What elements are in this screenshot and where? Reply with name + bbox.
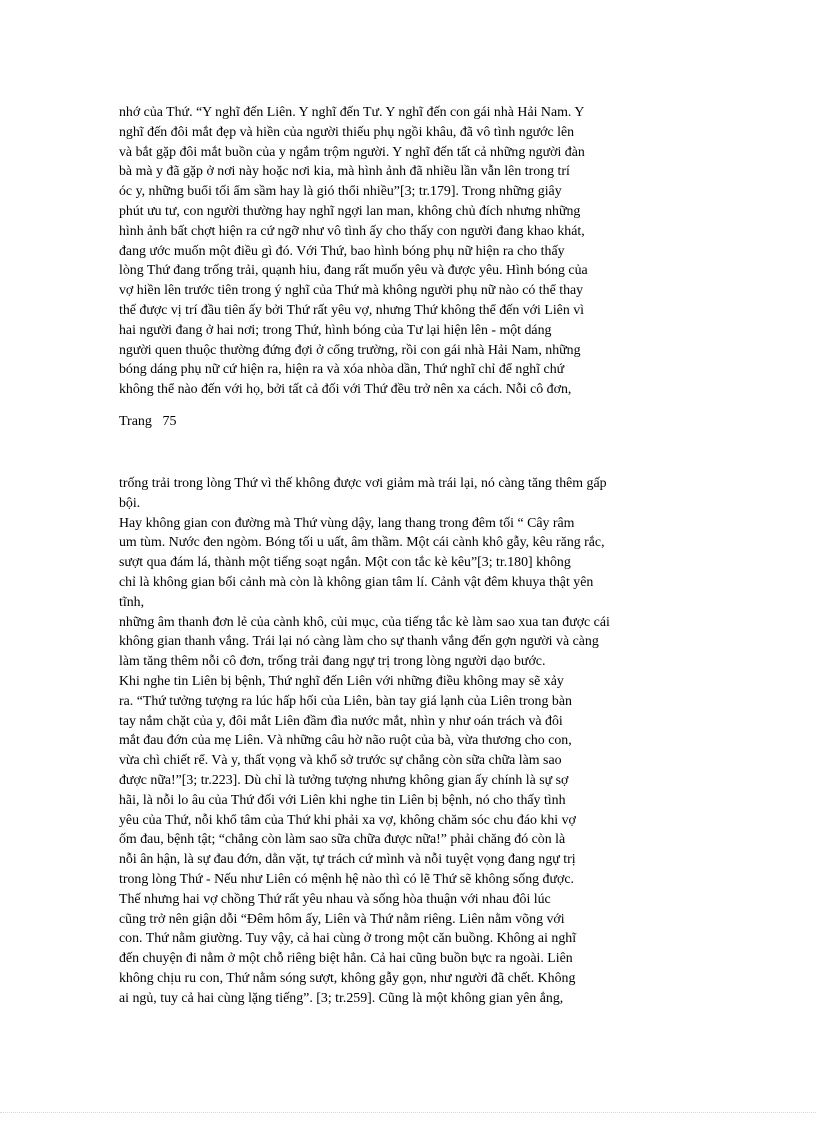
text-line: hình ảnh bất chợt hiện ra cứ ngỡ như vô tình ấy cho thấy con người đang khao khát, (119, 223, 585, 239)
text-line: cũng trở nên giận dỗi “Đêm hôm ấy, Liên và Thứ nằm riêng. Liên nằm võng với (119, 911, 565, 927)
page-text-block-top (119, 103, 699, 400)
text-line: ốm đau, bệnh tật; “chẳng còn làm sao sữa chữa được nữa!” phải chăng đó còn là (119, 832, 566, 848)
text-line: con. Thứ nằm giường. Tuy vậy, cả hai cùng ở trong một căn buồng. Không ai nghĩ (119, 931, 577, 947)
text-line: ai ngủ, tuy cả hai cùng lặng tiếng”. [3; tr.259]. Cũng là một không gian yên ắng, (119, 990, 564, 1006)
text-line: nghĩ đến đôi mắt đẹp và hiền của người thiếu phụ ngồi khâu, đã vô tình ngước lên (119, 124, 575, 140)
text-line: và bắt gặp đôi mắt buồn của y ngắm trộm người. Y nghĩ đến tất cả những người đàn (119, 144, 585, 160)
text-line: hai người đang ở hai nơi; trong Thứ, hình bóng của Tư lại hiện lên - một dáng (119, 322, 552, 338)
text-line: không gian thanh vắng. Trái lại nó càng làm cho sự thanh vắng đến gợn người và càng (119, 634, 599, 650)
text-line: yêu của Thứ, nỗi khổ tâm của Thứ khi phải xa vợ, không chăm sóc chu đáo khi vợ (119, 812, 576, 828)
page-bottom-edge (0, 1112, 816, 1113)
text-line: bà mà y đã gặp ở nơi này hoặc nơi kia, mà hình ảnh đã nhiều lần vẫn lên trong trí (119, 164, 570, 180)
text-line: bóng dáng phụ nữ cứ hiện ra, hiện ra và xóa nhòa dần, Thứ nghĩ chỉ để nghĩ chứ (119, 362, 565, 378)
page-text-block-bottom (119, 474, 699, 1009)
text-line: tĩnh, (119, 594, 145, 610)
text-line: bội. (119, 495, 141, 511)
text-line: không thể nào đến với họ, bởi tất cả đối với Thứ đều trở nên xa cách. Nỗi cô đơn, (119, 382, 572, 398)
text-line: phút ưu tư, con người thường hay nghĩ ngợi lan man, không chủ đích nhưng những (119, 203, 581, 219)
text-line: um tùm. Nước đen ngòm. Bóng tối u uất, âm thầm. Một cái cành khô gẫy, kêu răng rắc, (119, 535, 605, 551)
text-line: đến chuyện đi nằm ở một chỗ riêng biệt hẳn. Cả hai cũng buồn bực ra ngoài. Liên (119, 951, 573, 967)
text-line: trống trải trong lòng Thứ vì thế không được vơi giảm mà trái lại, nó càng tăng thêm gấp (119, 476, 607, 491)
text-line: lòng Thứ đang trống trải, quạnh hiu, đang rất muốn yêu và được yêu. Hình bóng của (119, 263, 588, 279)
text-line: được nữa!”[3; tr.223]. Dù chỉ là tưởng tượng nhưng không gian ấy chính là sự sợ (119, 772, 569, 788)
text-line: nhớ của Thứ. “Y nghĩ đến Liên. Y nghĩ đến Tư. Y nghĩ đến con gái nhà Hải Nam. Y (119, 105, 585, 120)
page-number-footer (119, 412, 176, 432)
text-line: trong lòng Thứ - Nếu như Liên có mệnh hệ nào thì có lẽ Thứ sẽ không sống được. (119, 871, 574, 887)
text-line: tay nắm chặt của y, đôi mắt Liên đầm đìa nước mắt, nhìn y như oán trách và đôi (119, 713, 563, 729)
text-line: đang ước muốn một điều gì đó. Với Thứ, bao hình bóng phụ nữ hiện ra cho thấy (119, 243, 565, 259)
text-line: Khi nghe tin Liên bị bệnh, Thứ nghĩ đến Liên với những điều không may sẽ xảy (119, 673, 564, 689)
text-line: hãi, là nỗi lo âu của Thứ đối với Liên khi nghe tin Liên bị bệnh, nó cho thấy tình (119, 792, 566, 808)
page-label: Trang (119, 414, 152, 429)
text-line: Hay không gian con đường mà Thứ vùng dậy, lang thang trong đêm tối “ Cây râm (119, 515, 575, 531)
text-line: người quen thuộc thường đứng đợi ở cổng trường, rồi con gái nhà Hải Nam, những (119, 342, 581, 358)
text-line: mắt đau đớn của mẹ Liên. Và những câu hờ não ruột của bà, vừa thương cho con, (119, 733, 572, 749)
text-line: ra. “Thứ tưởng tượng ra lúc hấp hối của Liên, bàn tay giá lạnh của Liên trong bàn (119, 693, 572, 709)
text-line: nỗi ân hận, là sự đau đớn, dằn vặt, tự trách cứ mình và nỗi tuyệt vọng đang ngự trị (119, 852, 576, 868)
text-line: vợ hiền lên trước tiên trong ý nghĩ của Thứ mà không người phụ nữ nào có thể thay (119, 283, 584, 299)
text-line: những âm thanh đơn lẻ của cành khô, củi mục, của tiếng tắc kè làm sao xua tan được cái (119, 614, 610, 630)
text-line: thế được vị trí đầu tiên ấy bởi Thứ rất yêu vợ, nhưng Thứ không thể đến với Liên vì (119, 302, 585, 318)
text-line: làm tăng thêm nỗi cô đơn, trống trải đang ngự trị trong lòng người dạo bước. (119, 654, 546, 670)
text-line: chỉ là không gian bối cảnh mà còn là không gian tâm lí. Cảnh vật đêm khuya thật yên (119, 574, 594, 590)
page-number: 75 (162, 414, 177, 429)
text-line: vừa chì chiết rể. Và y, thất vọng và khổ sở trước sự chẳng còn sữa chữa làm sao (119, 753, 562, 769)
text-line: Thế nhưng hai vợ chồng Thứ rất yêu nhau và sống hòa thuận với nhau đôi lúc (119, 891, 551, 907)
text-line: sượt qua đám lá, thành một tiếng soạt ngắn. Một con tắc kè kêu”[3; tr.180] không (119, 555, 571, 571)
text-line: không chịu ru con, Thứ nằm sóng sượt, không gẫy gọn, như người đã chết. Không (119, 970, 576, 986)
text-line: óc y, những buổi tối ẩm sầm hay là gió thổi nhiều”[3; tr.179]. Trong những giây (119, 184, 562, 200)
